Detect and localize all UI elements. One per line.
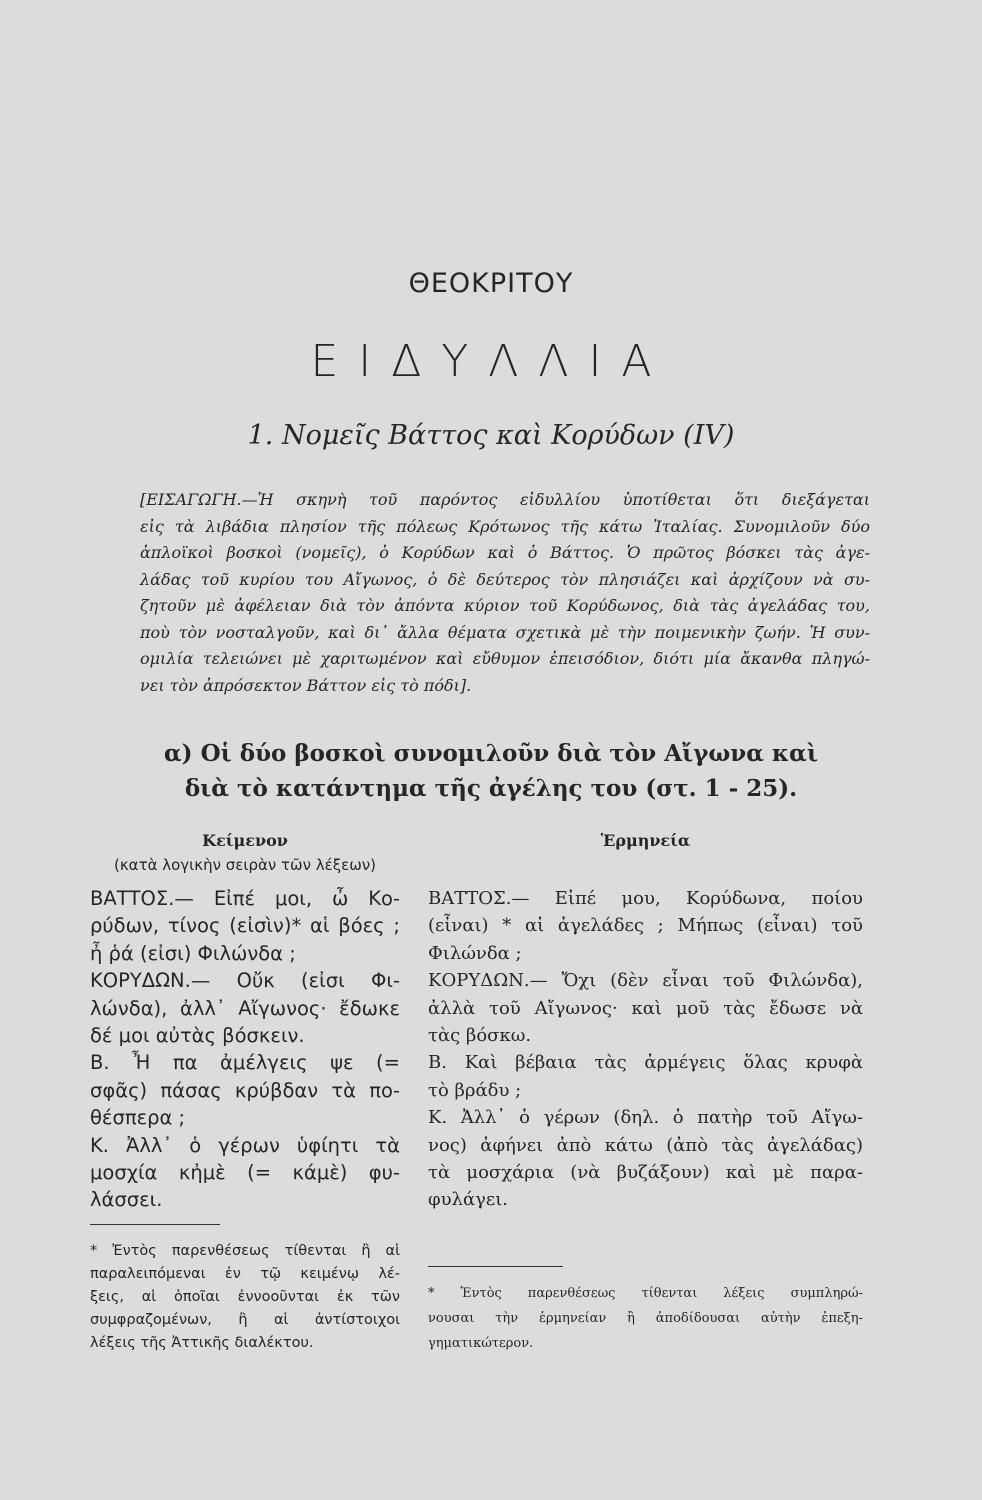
section-heading-line: α) Οἱ δύο βοσκοὶ συνομιλοῦν διὰ τὸν Αἴγωνα καὶ	[163, 740, 819, 767]
text-line: (εἶναι) * αἱ ἀγελάδες ; Μήπως (εἶναι) τοῦ	[428, 915, 863, 937]
text-line: ΒΑΤΤΟΣ.— Εἰπέ μου, Κορύδωνα, ποίου	[428, 888, 863, 909]
intro-line: ποὺ τὸν νοσταλγοῦν, καὶ δι᾽ ἄλλα θέματα σχετικὰ μὲ τὴν ποιμενικὴν ζωήν. Ἡ συν-	[140, 622, 870, 642]
text-line: ἦ ῥά (εἰσι) Φιλώνδα ;	[90, 941, 296, 965]
idyll-heading: 1. Νομεῖς Βάττος καὶ Κορύδων (IV)	[247, 420, 735, 451]
text-line: ἀλλὰ τοῦ Αἴγωνος· καὶ μοῦ τὰς ἔδωσε νὰ	[428, 997, 863, 1019]
footnote-line: συμφραζομένων, ἢ αἱ ἀντίστοιχοι	[90, 1312, 400, 1328]
text-line: ΚΟΡΥΔΩΝ.— Οὔκ (εἰσι Φι-	[90, 969, 400, 993]
footnote-divider	[428, 1266, 563, 1267]
intro-line: [ΕΙΣΑΓΩΓΗ.—Ἡ σκηνὴ τοῦ παρόντος εἰδυλλίου ὑποτίθεται ὅτι διεξάγεται	[140, 490, 870, 509]
text-line: ρύδων, τίνος (εἰσὶν)* αἱ βόες ;	[90, 914, 400, 938]
footnote-line: ξεις, αἱ ὁποῖαι ἐννοοῦνται ἐκ τῶν	[90, 1289, 400, 1305]
text-line: λάσσει.	[90, 1188, 163, 1212]
text-column-heading: Κείμενον	[202, 831, 288, 850]
original-text-column	[90, 885, 400, 1214]
text-line: Φιλώνδα ;	[428, 942, 522, 964]
text-line: Κ. Ἀλλ᾽ ὁ γέρων ὑφίητι τὰ	[90, 1133, 400, 1157]
interpretation-column	[428, 885, 863, 1214]
text-line: θέσπερα ;	[90, 1106, 186, 1130]
text-line: Β. Ἦ πα ἀμέλγεις ψε (=	[90, 1051, 400, 1075]
footnote-line: λέξεις τῆς Ἀττικῆς διαλέκτου.	[90, 1335, 314, 1351]
text-line: λώνδα), ἀλλ᾽ Αἴγωνος· ἔδωκε	[90, 996, 400, 1020]
text-line: νος) ἀφήνει ἀπὸ κάτω (ἀπὸ τὰς ἀγελάδας)	[428, 1134, 863, 1156]
author-heading: ΘΕΟΚΡΙΤΟΥ	[408, 268, 574, 299]
text-column-subheading: (κατὰ λογικὴν σειρὰν τῶν λέξεων)	[113, 856, 376, 874]
intro-line: νει τὸν ἀπρόσεκτον Βάττον εἰς τὸ πόδι].	[140, 675, 472, 695]
text-line: τὰ μοσχάρια (νὰ βυζάξουν) καὶ μὲ παρα-	[428, 1162, 863, 1184]
interpretation-footnote	[428, 1281, 863, 1356]
text-footnote	[90, 1240, 400, 1355]
footnote-divider	[90, 1224, 220, 1225]
text-line: σφᾶς) πάσας κρύβδαν τὰ πο-	[90, 1078, 400, 1102]
text-line: φυλάγει.	[428, 1189, 508, 1211]
text-line: ΚΟΡΥΔΩΝ.— Ὄχι (δὲν εἶναι τοῦ Φιλώνδα),	[428, 970, 863, 992]
intro-line: ζητοῦν μὲ ἀφέλειαν διὰ τὸν ἀπόντα κύριον τοῦ Κορύδωνος, διὰ τὰς ἀγελάδας του,	[140, 596, 870, 615]
interpretation-column-heading: Ἑρμηνεία	[600, 831, 691, 850]
text-line: τὸ βράδυ ;	[428, 1079, 522, 1101]
intro-line: ἁπλοϊκοὶ βοσκοὶ (νομεῖς), ὁ Κορύδων καὶ ὁ Βάττος. Ὁ πρῶτος βόσκει τὰς ἀγε-	[140, 543, 870, 562]
footnote-line: * Ἐντὸς παρενθέσεως τίθενται λέξεις συμπληρώ-	[428, 1286, 863, 1301]
section-heading-line: διὰ τὸ κατάντημα τῆς ἀγέλης του (στ. 1 - 25).	[184, 775, 798, 802]
text-line: δέ μοι αὐτὰς βόσκειν.	[90, 1024, 305, 1048]
intro-line: ομιλία τελειώνει μὲ χαριτωμένον καὶ εὔθυμον ἐπεισόδιον, διότι μία ἄκανθα πληγώ-	[140, 649, 870, 668]
text-line: μοσχία κἠμὲ (= κάμὲ) φυ-	[90, 1161, 400, 1185]
text-line: τὰς βόσκω.	[428, 1025, 532, 1047]
text-line: Κ. Ἀλλ᾽ ὁ γέρων (δηλ. ὁ πατὴρ τοῦ Αἴγω-	[428, 1107, 863, 1129]
footnote-line: παραλειπόμεναι ἐν τῷ κειμένῳ λέ-	[90, 1266, 400, 1282]
footnote-line: * Ἐντὸς παρενθέσεως τίθενται ἢ αἱ	[90, 1243, 400, 1259]
introduction-paragraph	[140, 487, 870, 699]
footnote-line: νουσαι τὴν ἑρμηνείαν ἢ ἀποδίδουσαι αὐτὴν ἐπεξη-	[428, 1311, 863, 1326]
section-heading	[0, 736, 982, 806]
footnote-line: γηματικώτερον.	[428, 1336, 534, 1351]
text-line: Β. Καὶ βέβαια τὰς ἀρμέγεις ὅλας κρυφὰ	[428, 1052, 863, 1074]
text-line: ΒΑΤΤΟΣ.— Εἰπέ μοι, ὦ Κο-	[90, 887, 400, 910]
intro-line: εἰς τὰ λιβάδια πλησίον τῆς πόλεως Κρότωνος τῆς κάτω Ἰταλίας. Συνομιλοῦν δύο	[140, 516, 870, 536]
intro-line: λάδας τοῦ κυρίου του Αἴγωνος, ὁ δὲ δεύτερος τὸν πλησιάζει καὶ ἀρχίζουν νὰ συ-	[140, 569, 870, 589]
page-title: ΕΙΔΥΛΛΙΑ	[310, 336, 672, 387]
